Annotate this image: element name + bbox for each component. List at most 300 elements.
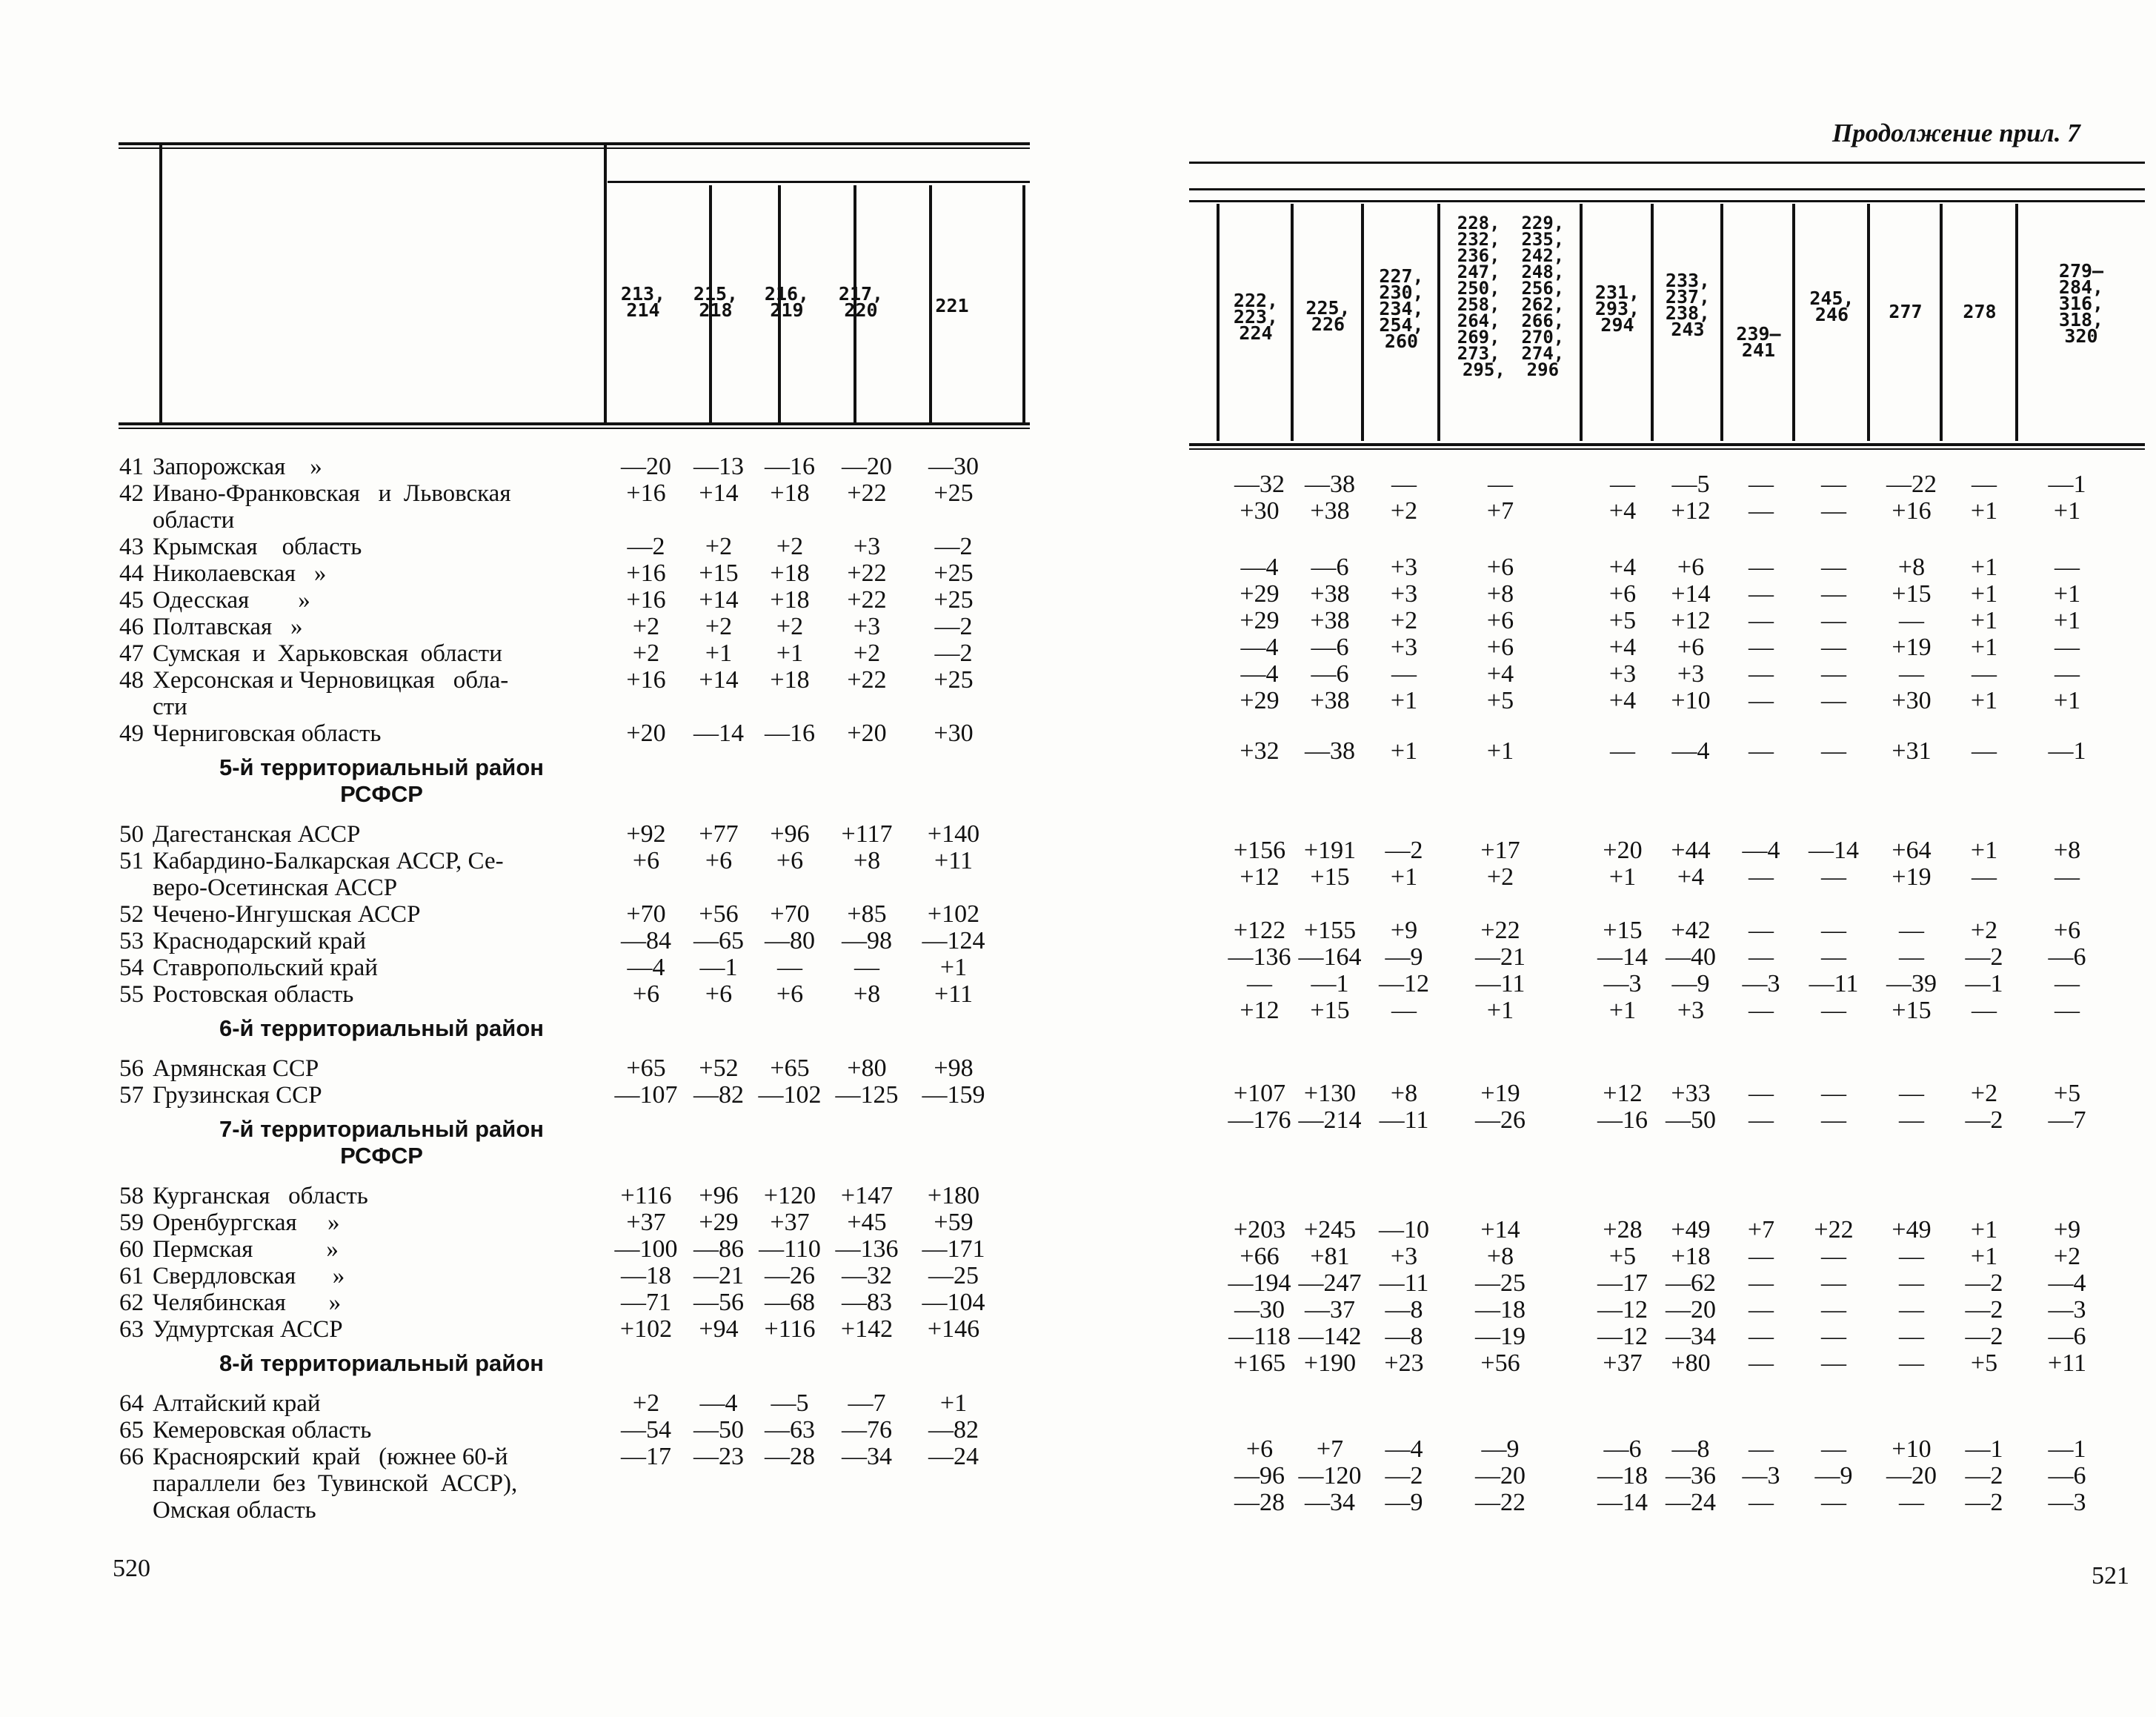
table-cell: — [1749,634,1774,661]
table-cell: —3 [1742,1462,1780,1489]
table-cell: +6 [632,847,660,874]
region-name: Ивано-Франковская и Львовская [153,480,511,507]
table-cell: —2 [1385,1462,1423,1489]
table-cell: — [1749,497,1774,525]
table-cell: +25 [934,666,974,694]
table-cell: +85 [847,900,887,928]
row-number: 53 [119,928,144,954]
table-cell: +2 [776,533,804,560]
region-name: Ставропольский край [153,954,378,981]
row-number: 45 [119,587,144,614]
table-cell: — [1749,1243,1774,1270]
table-cell: —12 [1379,970,1429,997]
table-cell: +4 [1608,497,1637,525]
table-cell: —50 [1666,1106,1716,1134]
table-cell: +17 [1480,837,1520,864]
table-cell: —16 [1597,1106,1648,1134]
table-cell: —194 [1228,1269,1291,1297]
table-cell: —36 [1666,1462,1716,1489]
table-cell: —34 [1666,1323,1716,1350]
row-number: 43 [119,534,144,560]
table-cell: +245 [1303,1216,1357,1243]
table-cell: +6 [776,980,804,1008]
table-cell: +22 [847,479,887,507]
row-number: 58 [119,1183,144,1209]
table-cell: —7 [848,1389,886,1417]
table-cell: —17 [1597,1269,1648,1297]
table-cell: —11 [1809,970,1859,997]
group-rule [1189,188,2145,190]
region-name: Одесская » [153,587,310,614]
table-cell: +4 [1677,863,1705,891]
table-cell: — [1749,554,1774,581]
region-name: параллели без Тувинской АССР), [153,1470,518,1497]
table-cell: —80 [765,927,815,954]
table-cell: +6 [1486,607,1514,634]
table-cell: — [2054,634,2080,661]
region-name: Запорожская » [153,454,322,480]
table-cell: —21 [693,1262,744,1289]
table-cell: — [1391,471,1417,498]
table-cell: +203 [1233,1216,1286,1243]
table-cell: +2 [705,613,733,640]
table-cell: — [1821,1080,1846,1107]
table-cell: —22 [1886,471,1937,498]
table-cell: +10 [1892,1435,1932,1463]
table-cell: +6 [776,847,804,874]
header-bottom-rule [119,422,1030,425]
table-cell: +18 [770,586,810,614]
table-cell: +33 [1671,1080,1711,1107]
table-cell: +156 [1233,837,1286,864]
row-number: 62 [119,1289,144,1316]
table-cell: —54 [621,1416,671,1444]
table-cell: — [1821,997,1846,1024]
table-cell: +28 [1603,1216,1643,1243]
table-cell: —26 [765,1262,815,1289]
table-cell: —142 [1298,1323,1362,1350]
table-cell: +37 [770,1209,810,1236]
table-cell: —22 [1475,1489,1525,1516]
table-cell: —159 [922,1081,985,1109]
table-cell: —110 [759,1235,821,1263]
table-cell: — [1821,471,1846,498]
table-cell: —20 [1666,1296,1716,1324]
table-cell: — [1972,471,1997,498]
table-cell: +6 [1486,634,1514,661]
table-cell: +37 [1603,1349,1643,1377]
table-cell: +8 [1897,554,1926,581]
table-cell: —1 [1311,970,1349,997]
table-cell: — [1749,1489,1774,1516]
row-number: 50 [119,821,144,848]
table-cell: +15 [1310,863,1350,891]
table-cell: — [1821,687,1846,714]
column-header: 278 [1963,301,1997,322]
table-cell: +16 [626,666,666,694]
table-cell: +140 [927,820,980,848]
table-cell: —3 [2048,1296,2086,1324]
table-cell: +6 [1677,554,1705,581]
table-cell: +1 [2053,580,2081,608]
table-cell: — [1899,1323,1924,1350]
table-cell: — [1821,1323,1846,1350]
table-cell: +22 [1480,917,1520,944]
row-number: 46 [119,614,144,640]
table-cell: — [1972,737,1997,765]
table-cell: +8 [1390,1080,1418,1107]
table-cell: +1 [1486,997,1514,1024]
table-cell: +44 [1671,837,1711,864]
table-cell: —84 [621,927,671,954]
table-cell: +30 [934,720,974,747]
table-cell: +4 [1608,554,1637,581]
table-cell: +147 [840,1182,894,1209]
table-cell: —11 [1475,970,1525,997]
table-cell: — [1821,917,1846,944]
table-cell: —3 [1603,970,1642,997]
table-cell: +22 [1814,1216,1854,1243]
table-cell: +116 [620,1182,672,1209]
row-number: 65 [119,1417,144,1444]
table-cell: —37 [1305,1296,1355,1324]
table-cell: +8 [853,847,881,874]
table-cell: — [1391,997,1417,1024]
table-cell: +1 [1970,607,1998,634]
section-heading: 8-й территориальный район [219,1350,545,1376]
table-cell: — [1899,1243,1924,1270]
table-cell: +6 [632,980,660,1008]
table-cell: —25 [1475,1269,1525,1297]
row-number: 57 [119,1082,144,1109]
table-cell: +15 [1892,997,1932,1024]
table-cell: —2 [1965,1106,2003,1134]
section-heading: РСФСР [340,781,423,807]
table-cell: —176 [1228,1106,1291,1134]
table-cell: — [1821,1489,1846,1516]
column-header: 215, 218 [693,283,739,321]
table-cell: —6 [2048,1462,2086,1489]
table-cell: — [2054,997,2080,1024]
table-cell: +1 [1390,863,1418,891]
table-cell: +6 [705,847,733,874]
table-cell: +70 [626,900,666,928]
table-cell: — [1749,1349,1774,1377]
table-cell: +1 [1486,737,1514,765]
table-cell: —34 [1305,1489,1355,1516]
row-number: 63 [119,1316,144,1343]
table-cell: —82 [693,1081,744,1109]
table-cell: —19 [1475,1323,1525,1350]
table-cell: —20 [842,453,892,480]
table-cell: +25 [934,559,974,587]
table-cell: —76 [842,1416,892,1444]
table-cell: —1 [1965,1435,2003,1463]
table-cell: +8 [1486,580,1514,608]
table-cell: —83 [842,1289,892,1316]
table-cell: —1 [2048,471,2086,498]
header-mid-rule [1189,200,2145,202]
table-cell: — [1749,1080,1774,1107]
table-cell: —63 [765,1416,815,1444]
table-cell: —2 [627,533,665,560]
table-cell: +5 [1608,1243,1637,1270]
table-cell: +18 [770,666,810,694]
table-cell: +3 [1390,634,1418,661]
region-name: Кемеровская область [153,1417,372,1444]
table-cell: +2 [1970,917,1998,944]
table-cell: —6 [1311,660,1349,688]
table-cell: +12 [1240,863,1280,891]
table-cell: +18 [1671,1243,1711,1270]
region-name: Курганская область [153,1183,368,1209]
table-cell: +1 [1970,687,1998,714]
region-name: Николаевская » [153,560,327,587]
table-cell: — [1899,1349,1924,1377]
table-cell: +1 [1970,1243,1998,1270]
table-cell: —2 [1965,1489,2003,1516]
table-cell: —25 [928,1262,979,1289]
table-cell: +66 [1240,1243,1280,1270]
table-cell: —124 [922,927,985,954]
table-cell: —6 [1603,1435,1642,1463]
table-cell: +1 [1970,837,1998,864]
table-cell: — [1749,580,1774,608]
column-header: 239— 241 [1736,323,1781,361]
table-cell: +9 [2053,1216,2081,1243]
table-cell: —1 [699,954,738,981]
table-cell: +10 [1671,687,1711,714]
table-cell: —6 [2048,943,2086,971]
table-cell: +11 [934,847,973,874]
table-cell: +3 [1390,580,1418,608]
table-cell: —4 [2048,1269,2086,1297]
table-cell: — [1972,997,1997,1024]
table-cell: — [1899,1489,1924,1516]
table-cell: — [1821,1296,1846,1324]
section-heading: 5-й территориальный район [219,754,545,780]
column-header: 245, 246 [1809,288,1854,325]
table-cell: +14 [699,479,739,507]
region-name: области [153,507,235,534]
table-cell: —16 [765,453,815,480]
table-cell: — [1749,1323,1774,1350]
table-cell: —4 [1742,837,1780,864]
table-cell: —9 [1385,943,1423,971]
table-cell: +22 [847,559,887,587]
table-cell: —96 [1234,1462,1285,1489]
table-cell: —13 [693,453,744,480]
table-cell: —104 [922,1289,985,1316]
table-cell: +3 [853,613,881,640]
table-cell: —7 [2048,1106,2086,1134]
table-cell: —12 [1597,1296,1648,1324]
table-cell: —1 [2048,1435,2086,1463]
row-number: 54 [119,954,144,981]
table-cell: —4 [699,1389,738,1417]
table-cell: +20 [626,720,666,747]
table-cell: — [1821,1269,1846,1297]
table-cell: —9 [1671,970,1710,997]
table-cell: +2 [1390,497,1418,525]
region-name: Алтайский край [153,1390,321,1417]
table-cell: — [854,954,879,981]
table-cell: —34 [842,1443,892,1470]
section-heading: 6-й территориальный район [219,1015,545,1041]
table-cell: — [1749,1296,1774,1324]
table-cell: +180 [927,1182,980,1209]
table-cell: +5 [1608,607,1637,634]
table-cell: — [1821,863,1846,891]
row-number: 56 [119,1055,144,1082]
region-name: Крымская область [153,534,362,560]
table-cell: +64 [1892,837,1932,864]
table-cell: +1 [939,1389,968,1417]
table-cell: +81 [1310,1243,1350,1270]
table-cell: +14 [1671,580,1711,608]
table-cell: +14 [1480,1216,1520,1243]
table-cell: +80 [847,1055,887,1082]
table-cell: +1 [1970,554,1998,581]
table-cell: — [1749,917,1774,944]
table-cell: +1 [939,954,968,981]
column-header: 227, 230, 234, 254, 260 [1379,265,1424,352]
region-name: Челябинская » [153,1289,342,1316]
table-cell: —5 [771,1389,809,1417]
table-cell: +23 [1384,1349,1424,1377]
row-number: 64 [119,1390,144,1417]
table-cell: +15 [1603,917,1643,944]
table-cell: +1 [1390,687,1418,714]
table-cell: — [1391,660,1417,688]
table-cell: — [2054,660,2080,688]
table-cell: +29 [1240,687,1280,714]
table-cell: +1 [705,640,733,667]
table-cell: — [1821,1349,1846,1377]
table-cell: +1 [2053,497,2081,525]
section-heading: 7-й территориальный район [219,1116,545,1142]
table-cell: +3 [1677,997,1705,1024]
table-cell: +59 [934,1209,974,1236]
table-cell: +2 [853,640,881,667]
table-cell: +96 [699,1182,739,1209]
table-cell: +1 [1608,863,1637,891]
region-name: Свердловская » [153,1263,345,1289]
table-cell: —136 [1228,943,1291,971]
table-cell: —3 [1742,970,1780,997]
table-cell: +15 [699,559,739,587]
table-cell: — [1247,970,1272,997]
table-cell: +1 [1970,634,1998,661]
region-name: Черниговская область [153,720,382,747]
table-cell: +38 [1310,687,1350,714]
table-cell: —68 [765,1289,815,1316]
column-header: 228, 229, 232, 235, 236, 242, 247, 248, 250, 256, 258, 262, 264, 266, 269, 270, 273, 274, 295, 296 [1457,213,1565,380]
table-cell: —3 [2048,1489,2086,1516]
table-cell: — [1749,863,1774,891]
table-cell: —23 [693,1443,744,1470]
table-cell: — [1899,660,1924,688]
table-cell: — [1821,554,1846,581]
table-cell: +12 [1603,1080,1643,1107]
table-cell: +8 [1486,1243,1514,1270]
table-cell: — [1899,917,1924,944]
table-cell: —14 [1597,943,1648,971]
table-cell: — [1972,660,1997,688]
table-cell: —2 [1965,1323,2003,1350]
row-number: 60 [119,1236,144,1263]
table-cell: —12 [1597,1323,1648,1350]
table-cell: +1 [1970,497,1998,525]
table-cell: +31 [1892,737,1932,765]
row-number: 42 [119,480,144,507]
table-cell: +38 [1310,607,1350,634]
table-cell: +42 [1671,917,1711,944]
region-name: Сумская и Харьковская области [153,640,502,667]
table-top-rule [119,142,1030,145]
column-divider [1022,185,1025,422]
table-cell: +1 [776,640,804,667]
column-header: 217, 220 [838,283,884,321]
table-cell: +70 [770,900,810,928]
table-cell: —4 [1240,554,1279,581]
region-name: Армянская ССР [153,1055,319,1082]
table-cell: +6 [1245,1435,1274,1463]
table-cell: +20 [847,720,887,747]
table-cell: —82 [928,1416,979,1444]
table-cell: +15 [1310,997,1350,1024]
table-cell: —30 [1234,1296,1285,1324]
table-cell: +6 [1677,634,1705,661]
region-name: Дагестанская АССР [153,821,361,848]
column-header: 221 [935,295,969,316]
table-cell: +30 [1892,687,1932,714]
table-cell: +96 [770,820,810,848]
table-cell: +165 [1233,1349,1286,1377]
table-cell: —9 [1814,1462,1853,1489]
region-name: Ростовская область [153,981,354,1008]
table-cell: +2 [2053,1243,2081,1270]
row-number: 47 [119,640,144,667]
table-cell: +12 [1240,997,1280,1024]
table-cell: +16 [1892,497,1932,525]
table-cell: +65 [626,1055,666,1082]
table-cell: +142 [840,1315,894,1343]
table-cell: — [1749,607,1774,634]
table-cell: —32 [1234,471,1285,498]
column-header: 231, 293, 294 [1594,282,1640,336]
table-cell: —1 [2048,737,2086,765]
table-cell: —214 [1298,1106,1362,1134]
table-cell: +7 [1316,1435,1344,1463]
table-cell: +30 [1240,497,1280,525]
table-cell: —247 [1298,1269,1362,1297]
table-cell: —14 [1597,1489,1648,1516]
table-cell: +1 [2053,687,2081,714]
table-cell: +25 [934,479,974,507]
table-cell: —17 [621,1443,671,1470]
table-cell: —4 [1240,634,1279,661]
table-cell: — [1899,607,1924,634]
table-cell: —40 [1666,943,1716,971]
table-cell: —100 [614,1235,678,1263]
table-cell: +19 [1892,634,1932,661]
table-cell: +8 [853,980,881,1008]
table-cell: —136 [835,1235,899,1263]
table-cell: +1 [2053,607,2081,634]
table-cell: +3 [1390,554,1418,581]
page-number-left: 520 [113,1555,150,1582]
